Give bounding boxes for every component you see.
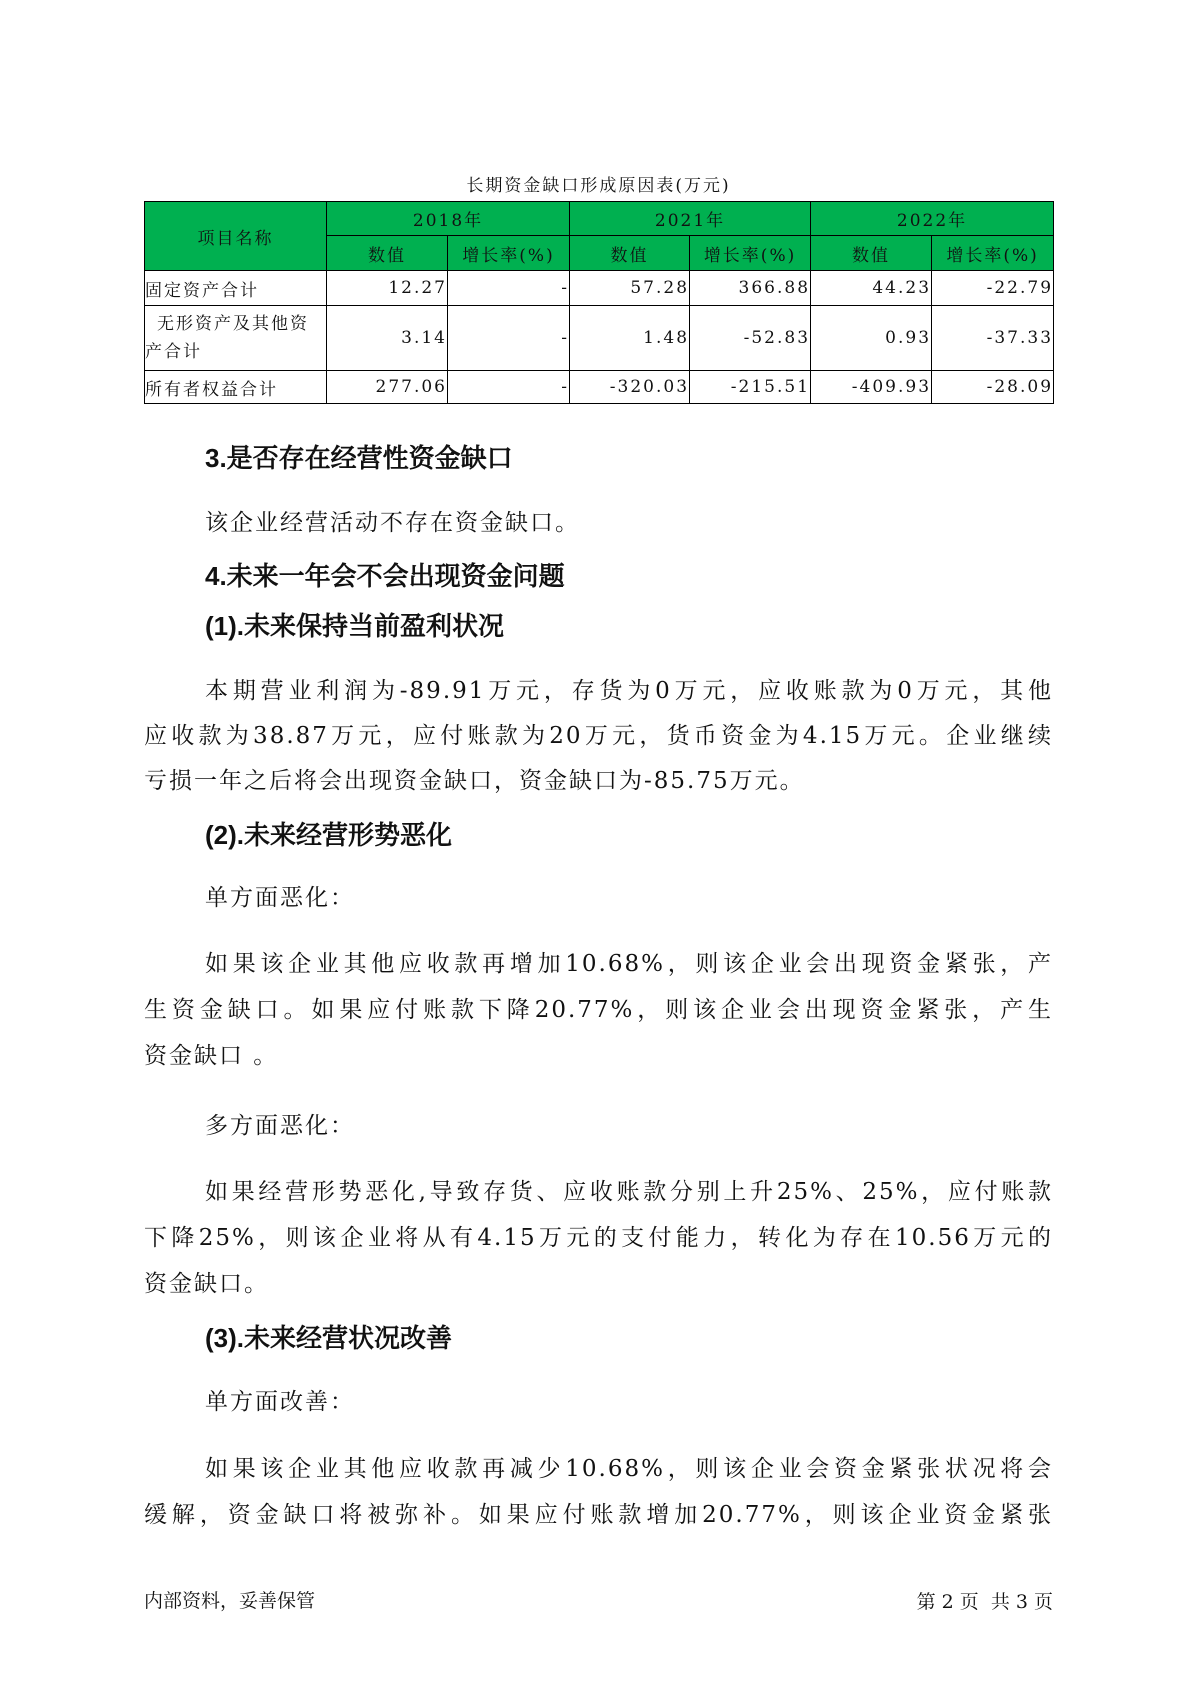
cell-growth: -215.51 bbox=[690, 371, 811, 404]
cell-value: -409.93 bbox=[811, 371, 932, 404]
row-name: 固定资产合计 bbox=[145, 271, 327, 306]
cell-growth: - bbox=[448, 271, 570, 306]
cell-growth: - bbox=[448, 371, 570, 404]
cell-value: -320.03 bbox=[570, 371, 690, 404]
table-header-row bbox=[145, 202, 1054, 236]
paragraph-line: 生资金缺口。如果应付账款下降20.77%，则该企业会出现资金紧张，产生 bbox=[144, 997, 1053, 1023]
paragraph-line: 应收款为38.87万元，应付账款为20万元，货币资金为4.15万元。企业继续 bbox=[144, 723, 1053, 749]
cell-growth: -52.83 bbox=[690, 306, 811, 371]
paragraph-line: 资金缺口 。 bbox=[144, 1043, 279, 1069]
subheader-growth: 增长率(%) bbox=[932, 236, 1054, 271]
cell-value: 12.27 bbox=[327, 271, 448, 306]
cell-growth: -22.79 bbox=[932, 271, 1054, 306]
paragraph-line: 亏损一年之后将会出现资金缺口，资金缺口为-85.75万元。 bbox=[144, 768, 805, 794]
subsection-heading-3: (3).未来经营状况改善 bbox=[205, 1323, 453, 1353]
section-heading-3: 3.是否存在经营性资金缺口 bbox=[205, 443, 513, 473]
table-caption: 长期资金缺口形成原因表(万元) bbox=[466, 176, 731, 196]
cell-value: 44.23 bbox=[811, 271, 932, 306]
header-year-2022: 2022年 bbox=[811, 202, 1054, 236]
cell-growth: 366.88 bbox=[690, 271, 811, 306]
cell-growth: -28.09 bbox=[932, 371, 1054, 404]
funding-gap-table bbox=[144, 201, 1054, 404]
header-item-name: 项目名称 bbox=[145, 202, 327, 271]
paragraph-current-profit bbox=[144, 669, 1053, 804]
paragraph-line: 缓解，资金缺口将被弥补。如果应付账款增加20.77%，则该企业资金紧张 bbox=[144, 1502, 1053, 1528]
paragraph-line: 资金缺口。 bbox=[144, 1271, 269, 1297]
cell-growth: -37.33 bbox=[932, 306, 1054, 371]
table-row bbox=[145, 271, 1054, 306]
table-row bbox=[145, 306, 1054, 371]
single-worse-label: 单方面恶化： bbox=[205, 885, 355, 911]
header-year-2021: 2021年 bbox=[570, 202, 811, 236]
subheader-growth: 增长率(%) bbox=[448, 236, 570, 271]
header-year-2018: 2018年 bbox=[327, 202, 570, 236]
cell-value: 3.14 bbox=[327, 306, 448, 371]
paragraph-line: 本期营业利润为-89.91万元，存货为0万元，应收账款为0万元，其他 bbox=[205, 678, 1053, 704]
footer-confidential-note: 内部资料，妥善保管 bbox=[144, 1591, 316, 1612]
cell-growth: - bbox=[448, 306, 570, 371]
cell-value: 1.48 bbox=[570, 306, 690, 371]
multi-worse-label: 多方面恶化： bbox=[205, 1113, 355, 1139]
paragraph-single-better bbox=[144, 1446, 1053, 1538]
table-row bbox=[145, 371, 1054, 404]
cell-value: 0.93 bbox=[811, 306, 932, 371]
subsection-heading-2: (2).未来经营形势恶化 bbox=[205, 820, 453, 850]
cell-value: 277.06 bbox=[327, 371, 448, 404]
section-3-text: 该企业经营活动不存在资金缺口。 bbox=[205, 510, 580, 536]
paragraph-line: 下降25%，则该企业将从有4.15万元的支付能力，转化为存在10.56万元的 bbox=[144, 1225, 1053, 1251]
cell-value: 57.28 bbox=[570, 271, 690, 306]
footer-page-number: 第 2 页 共 3 页 bbox=[916, 1591, 1053, 1613]
paragraph-line: 如果该企业其他应收款再减少10.68%，则该企业会资金紧张状况将会 bbox=[205, 1456, 1053, 1482]
subheader-value: 数值 bbox=[570, 236, 690, 271]
row-name: 所有者权益合计 bbox=[145, 371, 327, 404]
paragraph-single-worse bbox=[144, 941, 1053, 1079]
paragraph-line: 如果该企业其他应收款再增加10.68%，则该企业会出现资金紧张，产 bbox=[205, 951, 1053, 977]
paragraph-multi-worse bbox=[144, 1169, 1053, 1307]
subsection-heading-1: (1).未来保持当前盈利状况 bbox=[205, 611, 505, 641]
subheader-value: 数值 bbox=[327, 236, 448, 271]
subheader-growth: 增长率(%) bbox=[690, 236, 811, 271]
subheader-value: 数值 bbox=[811, 236, 932, 271]
single-better-label: 单方面改善： bbox=[205, 1389, 355, 1415]
section-heading-4: 4.未来一年会不会出现资金问题 bbox=[205, 561, 565, 591]
paragraph-line: 如果经营形势恶化,导致存货、应收账款分别上升25%、25%，应付账款 bbox=[205, 1179, 1053, 1205]
row-name: 无形资产及其他资产合计 bbox=[145, 306, 327, 371]
